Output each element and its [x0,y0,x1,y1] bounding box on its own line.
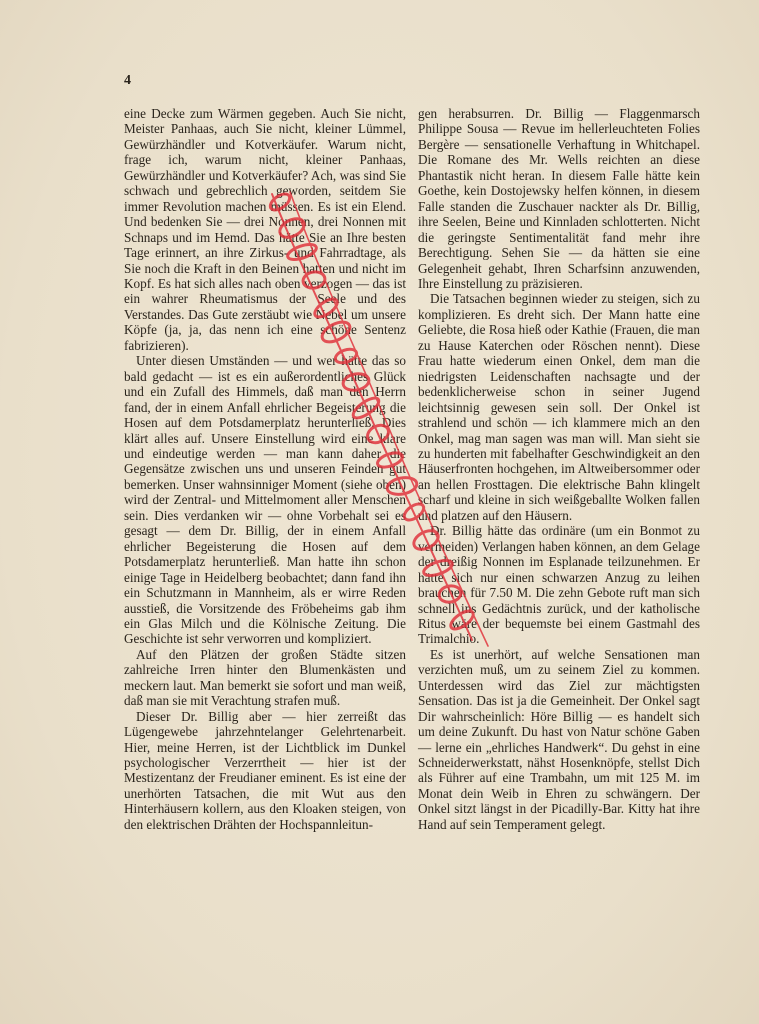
page-number: 4 [124,73,131,88]
paragraph: eine Decke zum Wärmen gegeben. Auch Sie nicht, Meister Panhaas, auch Sie nicht, kleiner Lümmel, Gewürzhändler und Kotverkäufer. Warum nicht, frage ich, warum nicht, kleiner Panhaas, Gewürzhändler und Kotverkäufer? Ach, was sind Sie schwach und gebrechlich geworden, seitdem Sie immer Revolution machen müssen. Es ist ein Elend. Und bedenken Sie — drei Nonnen, drei Nonnen mit Schnaps und im Hemd. Das hätte Sie an Ihre besten Tage erinnert, an ihre Zirkus- und Fahrradtage, als Sie noch die Kraft in den Beinen hatten und nicht im Kopf. Es hat sich alles nach oben verzogen — das ist ein wahrer Rheumatismus der Seele und des Verstandes. Das Gute zerstäubt wie Nebel um unsere Köpfe (ja, ja, das nenn ich eine schöne Sentenz fabrizieren). [124,106,406,353]
paragraph: Es ist unerhört, auf welche Sensationen man verzichten muß, um zu seinem Ziel zu kommen. Unterdessen wird das Ziel zur mächtigsten Sensation. Das ist ja die Gemeinheit. Der Onkel sagt Dir wahrscheinlich: Höre Billig — es handelt sich um deine Zukunft. Du hast von Natur schöne Gaben — lerne ein „ehrliches Handwerk“. Du gehst in eine Schneiderwerkstatt, nähst Hosenknöpfe, stellst Dich als Führer auf eine Trambahn, um mit 125 M. im Monat dein Weib in Ehren zu schwängern. Der Onkel sitzt längst in der Picadilly-Bar. Kitty hat ihre Hand auf sein Temperament gelegt. [418,646,700,832]
paragraph: Dr. Billig hätte das ordinäre (um ein Bonmot zu vermeiden) Verlangen haben können, an dem Gelage der dreißig Nonnen im Esplanade teilzunehmen. Er hätte sich nur einen schwarzen Anzug zu leihen brauchen für 7.50 M. Die zehn Gebote ruft man sich schnell ins Gedächtnis zurück, und der katholische Ritus wäre der bequemste bei einem Gastmahl des Trimalchio. [418,523,700,647]
paragraph: gen herabsurren. Dr. Billig — Flaggenmarsch Philippe Sousa — Revue im hellerleuchteten Folies Bergère — sensationelle Verhaftung in Whitchapel. Die Romane des Mr. Wells reichten an diese Phantastik nicht heran. In diesem Falle hätte kein Goethe, kein Dostojewsky helfen können, in diesem Falle standen die Zuschauer nackter als Dr. Billig, ihre Seelen, Beine und Kinnladen schlotterten. Nicht die geringste Sentimentalität fand mehr ihre Berechtigung. Sehen Sie — da hätten sie eine Gelegenheit gehabt, Ihren Scharfsinn anzuwenden, Ihre Einstellung zu präzisieren. [418,106,700,291]
paragraph: Auf den Plätzen der großen Städte sitzen zahlreiche Irren hinter den Blumenkästen und meckern laut. Man bemerkt sie sofort und man weiß, daß man sie mit Verachtung strafen muß. [124,646,406,709]
paragraph: Unter diesen Umständen — und wer hätte das so bald gedacht — ist es ein außerordentliches Glück und ein Zufall des Himmels, daß man den Herrn fand, der in einem Anfall ehrlicher Begeisterung die Hosen auf dem Potsdamerplatz herunterließ. Dies klärt alles auf. Unsere Einstellung wird eine klare und eindeutige werden — man kann daher die Gegensätze zwischen uns und unseren Feinden gut bemerken. Unser wahnsinniger Moment (siehe oben) wird der Zentral- und Mittelmoment aller Menschen sein. Dies verdanken wir — ohne Vorbehalt sei es gesagt — dem Dr. Billig, der in einem Anfall ehrlicher Begeisterung die Hosen auf dem Potsdamerplatz herunterließ. Man hatte ihn schon einige Tage in Heidelberg beobachtet; dann fand ihn ein Schutzmann in Mannheim, als er wirre Reden ausstieß, die Vorsitzende des Fröbeheims gab ihm ein Glas Milch und die Kölnische Zeitung. Die Geschichte ist sehr verworren und kompliziert. [124,353,406,647]
paragraph: Dieser Dr. Billig aber — hier zerreißt das Lügengewebe jahrzehntelanger Gelehrtenarbeit. Hier, meine Herren, ist der Lichtblick im Dunkel psychologischer Verzerrtheit — hier ist der Mestizentanz der Freudianer eminent. Es ist eine der unerhörten Tatsachen, die mit Wut aus den Hinterhäusern kollern, aus den Kloaken steigen, von den elektrischen Drähten der Hochspannleitun- [124,708,406,832]
paragraph: Die Tatsachen beginnen wieder zu steigen, sich zu komplizieren. Es dreht sich. Der Mann hatte eine Geliebte, die Rosa hieß oder Kathie (Frauen, die man zu Hause Katerchen oder Röschen nennt). Diese Frau hatte wiederum einen Onkel, dem man die niedrigsten Leidenschaften nachsagte und der bedenklicherweise schon in seiner Jugend leichtsinnig gewesen sein soll. Der Onkel ist strahlend und schön — ich klammere mich an den Onkel, mag man sagen was man will. Man sieht sie zu hunderten mit fabelhafter Geschwindigkeit an den Häuserfronten hochgehen, im Altweibersommer oder an hellen Frosttagen. Die elektrische Bahn klingelt scharf und kleine in sich weißgeballte Wolken fallen und platzen auf den Häusern. [418,291,700,523]
right-column [418,106,700,832]
left-column [124,106,406,832]
